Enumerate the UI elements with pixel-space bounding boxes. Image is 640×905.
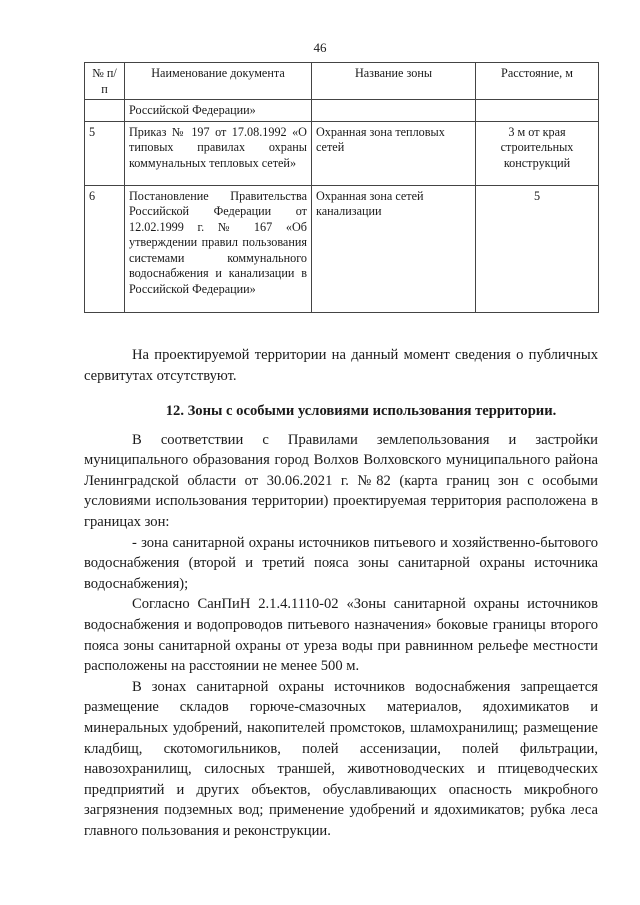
header-number: № п/п — [85, 63, 125, 100]
servitude-paragraph: На проектируемой территории на данный момент сведения о публичных сервитутах отсутствуют. — [84, 347, 598, 384]
cell-number: 5 — [85, 121, 125, 185]
table-row — [85, 185, 599, 312]
paragraph-prohibitions: В зонах санитарной охраны источников водоснабжения запрещается размещение складов горюче-смазочных материалов, ядохимикатов и минеральных удобрений, накопителей промстоков, шламохранилищ; размещение кладбищ, скотомогильников, полей ассенизации, полей фильтрации, навозохранилищ, силосных траншей, животноводческих и птицеводческих предприятий и других объектов, обуславливающих опасность микробного загрязнения подземных вод; применение удобрений и ядохимикатов; рубка леса главного пользования и реконструкции. — [84, 678, 598, 839]
header-distance: Расстояние, м — [476, 63, 599, 100]
cell-document: Приказ № 197 от 17.08.1992 «О типовых правилах охраны коммунальных тепловых сетей» — [125, 121, 312, 185]
section-heading: 12. Зоны с особыми условиями использования территории. — [165, 403, 557, 419]
table-header-row — [85, 63, 599, 100]
cell-distance: 3 м от края строительных конструкций — [476, 121, 599, 185]
header-document: Наименование документа — [125, 63, 312, 100]
cell-zone: Охранная зона сетей канализации — [312, 185, 476, 312]
servitude-block — [84, 345, 598, 386]
cell-distance — [476, 100, 599, 122]
table-row — [85, 121, 599, 185]
documents-table — [84, 62, 599, 313]
cell-document: Постановление Правительства Российской Федерации от 12.02.1999 г. № 167 «Об утверждении правил пользования системами коммунального водоснабжения и канализации в Российской Федерации» — [125, 185, 312, 312]
page-number: 46 — [313, 40, 327, 55]
paragraph-zone-item: - зона санитарной охраны источников питьевого и хозяйственно-бытового водоснабжения (второй и третий пояса зоны санитарной охраны источника водоснабжения); — [84, 534, 598, 592]
table-row — [85, 100, 599, 122]
paragraph-sanpin: Согласно СанПиН 2.1.4.1110-02 «Зоны санитарной охраны источников водоснабжения и водопроводов питьевого назначения» боковые границы второго пояса зоны санитарной охраны от уреза воды при равнинном рельефе местности расположены на расстоянии не менее 500 м. — [84, 596, 598, 675]
cell-zone: Охранная зона тепловых сетей — [312, 121, 476, 185]
paragraph-rules: В соответствии с Правилами землепользования и застройки муниципального образования город Волхов Волховского муниципального района Ленинградской области от 30.06.2021 г. №82 (карта границ зон с особыми условиями использования территории) проектируемая территория расположена в границах зон: — [84, 431, 598, 530]
cell-number: 6 — [85, 185, 125, 312]
section-12 — [84, 401, 598, 841]
cell-document: Российской Федерации» — [125, 100, 312, 122]
header-zone: Название зоны — [312, 63, 476, 100]
cell-zone — [312, 100, 476, 122]
cell-distance: 5 — [476, 185, 599, 312]
cell-number — [85, 100, 125, 122]
